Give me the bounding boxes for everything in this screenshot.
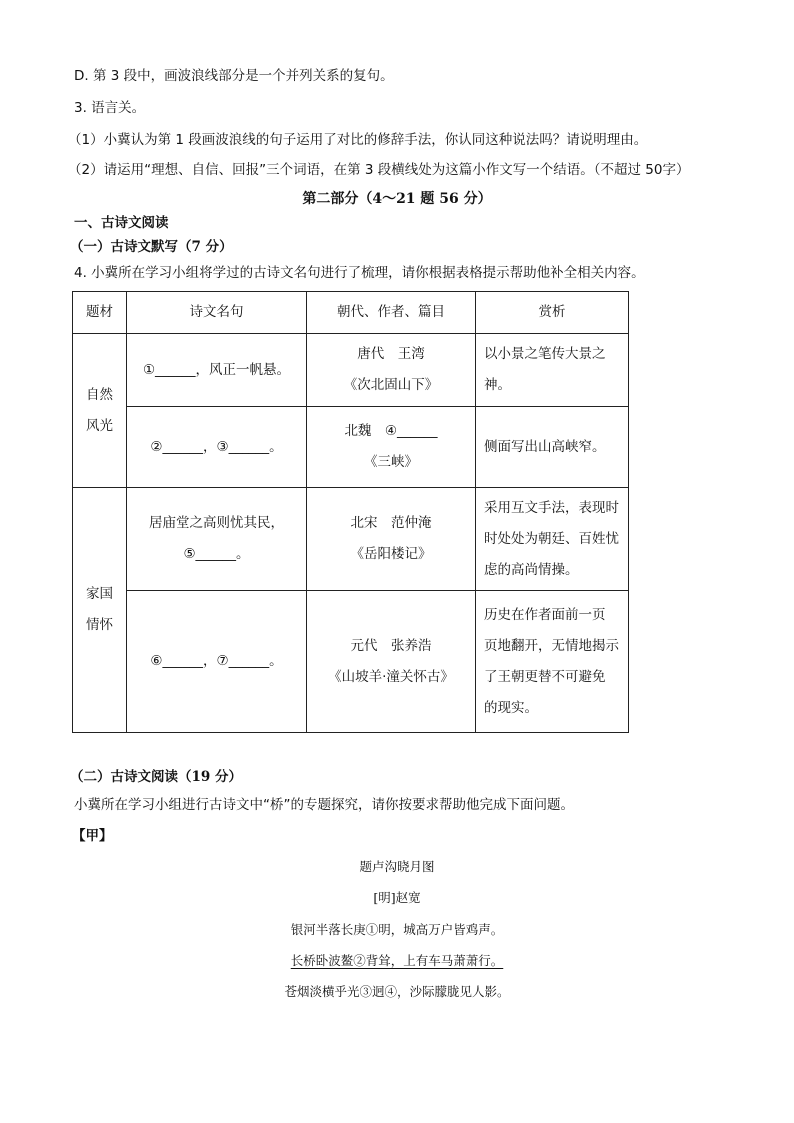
question-4: 4. 小冀所在学习小组将学过的古诗文名句进行了梳理，请你根据表格提示帮助他补全相关内容。 <box>74 265 645 281</box>
poem-line-1: 银河半落长庚①明，城高万户皆鸡声。 <box>290 922 504 937</box>
part2-title: 第二部分（4～21 题 56 分） <box>302 191 492 207</box>
source-cell: 北宋 范仲淹 《岳阳楼记》 <box>307 488 476 591</box>
category-cell: 自然 风光 <box>73 334 127 488</box>
poetry-table <box>72 291 629 733</box>
poem-line-2: 长桥卧波鳌②背耸，上有车马萧萧行。 <box>290 953 504 968</box>
header-cell: 赏析 <box>476 292 629 334</box>
poem-title: 题卢沟晓月图 <box>359 859 435 874</box>
sub2-title: （二）古诗文阅读（19 分） <box>70 769 242 785</box>
table-row <box>73 407 629 488</box>
verse-cell: ①______，风正一帆悬。 <box>127 334 307 407</box>
source-cell: 唐代 王湾 《次北固山下》 <box>307 334 476 407</box>
analysis-cell: 历史在作者面前一页 页地翻开，无情地揭示 了王朝更替不可避免 的现实。 <box>476 591 629 733</box>
table-row <box>73 488 629 591</box>
question-3-2: （2）请运用“理想、自信、回报”三个词语，在第 3 段横线处为这篇小作文写一个结语。（不超过 50字） <box>68 162 690 178</box>
header-cell: 诗文名句 <box>127 292 307 334</box>
source-cell: 元代 张养浩 《山坡羊·潼关怀古》 <box>307 591 476 733</box>
poem-author: [明]赵宽 <box>373 890 421 905</box>
table-row <box>73 334 629 407</box>
analysis-cell: 侧面写出山高峡窄。 <box>476 407 629 488</box>
poem-line-3: 苍烟淡横乎光③迥④，沙际朦胧见人影。 <box>284 984 510 999</box>
question-3-1: （1）小冀认为第 1 段画波浪线的句子运用了对比的修辞手法，你认同这种说法吗？请说明理由。 <box>68 132 648 148</box>
verse-cell: ②______，③______。 <box>127 407 307 488</box>
table-row <box>73 591 629 733</box>
verse-cell: ⑥______，⑦______。 <box>127 591 307 733</box>
header-cell: 朝代、作者、篇目 <box>307 292 476 334</box>
sub1-title: （一）古诗文默写（7 分） <box>70 239 233 255</box>
analysis-cell: 以小景之笔传大景之 神。 <box>476 334 629 407</box>
source-cell: 北魏 ④______ 《三峡》 <box>307 407 476 488</box>
header-cell: 题材 <box>73 292 127 334</box>
question-3: 3. 语言关。 <box>74 100 146 116</box>
analysis-cell: 采用互文手法，表现时 时处处为朝廷、百姓忧 虑的高尚情操。 <box>476 488 629 591</box>
section1-title: 一、古诗文阅读 <box>74 215 169 231</box>
poem-line-2-wrap <box>0 951 794 971</box>
category-cell: 家国 情怀 <box>73 488 127 733</box>
verse-cell: 居庙堂之高则忧其民， ⑤______。 <box>127 488 307 591</box>
jia-label: 【甲】 <box>72 828 113 844</box>
option-d: D. 第 3 段中，画波浪线部分是一个并列关系的复句。 <box>74 68 394 84</box>
sub2-intro: 小冀所在学习小组进行古诗文中“桥”的专题探究，请你按要求帮助他完成下面问题。 <box>74 797 574 813</box>
table-header-row <box>73 292 629 334</box>
